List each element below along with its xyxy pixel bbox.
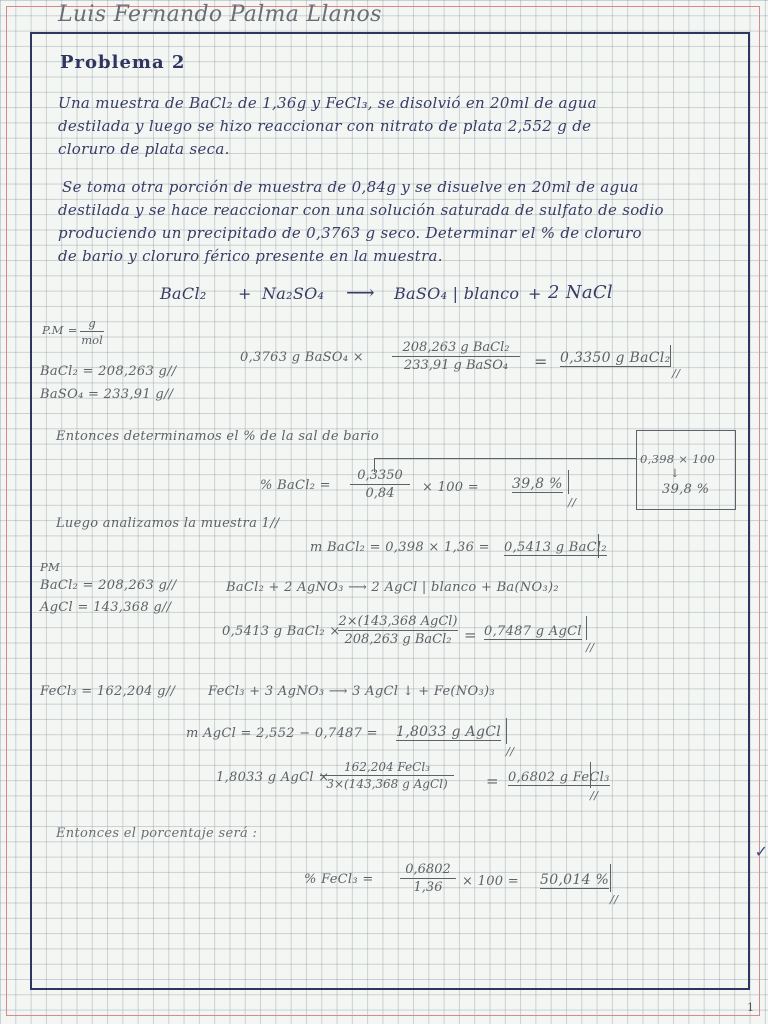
calc7-fraction-bar bbox=[400, 878, 456, 879]
reaction1-reactant2: Na₂SO₄ bbox=[262, 284, 325, 303]
calc1-result: 0,3350 g BaCl₂ bbox=[560, 350, 671, 366]
calc4-denominator: 208,263 g BaCl₂ bbox=[344, 632, 452, 647]
text-porcentaje: Entonces el porcentaje será : bbox=[56, 826, 258, 841]
author-name: Luis Fernando Palma Llanos bbox=[58, 2, 382, 27]
calc6-mark: // bbox=[590, 788, 599, 802]
calc4-result-bar bbox=[586, 616, 587, 640]
calc7-fraction bbox=[400, 862, 456, 895]
problem-title: Problema 2 bbox=[60, 52, 186, 73]
calc1-fraction-bar bbox=[392, 356, 520, 357]
pm-fraction-bar bbox=[80, 331, 104, 332]
calc6-result-bar bbox=[590, 762, 591, 788]
molar-mass-fecl3: FeCl₃ = 162,204 g// bbox=[40, 684, 176, 699]
calc4-equals: = bbox=[464, 626, 477, 644]
calc5-mark: // bbox=[506, 744, 515, 758]
calc1-mark: // bbox=[672, 366, 681, 380]
reaction2: BaCl₂ + 2 AgNO₃ ⟶ 2 AgCl | blanco + Ba(NO₃)₂ bbox=[226, 580, 559, 595]
paragraph2-line3: produciendo un precipitado de 0,3763 g seco. Determinar el % de cloruro bbox=[58, 224, 642, 242]
calc7-lead: % FeCl₃ = bbox=[304, 872, 374, 887]
calc2-mark: // bbox=[568, 495, 577, 509]
text-percent-bario: Entonces determinamos el % de la sal de bario bbox=[56, 429, 380, 444]
calc2-result: 39,8 % bbox=[512, 476, 563, 492]
paragraph2-line4: de bario y cloruro férico presente en la muestra. bbox=[58, 247, 443, 265]
calc3-result: 0,5413 g BaCl₂ bbox=[504, 540, 607, 555]
molar-mass-agcl: AgCl = 143,368 g// bbox=[40, 600, 172, 615]
calc1-lead: 0,3763 g BaSO₄ × bbox=[240, 350, 364, 365]
pm-label: P.M = bbox=[42, 323, 78, 337]
calc2-result-bar bbox=[568, 470, 569, 494]
reaction1-product2: 2 NaCl bbox=[548, 282, 613, 303]
paragraph1-line3: cloruro de plata seca. bbox=[58, 140, 230, 158]
calc6-denominator: 3×(143,368 g AgCl) bbox=[326, 777, 448, 791]
side-box-connector bbox=[374, 458, 636, 459]
calc1-denominator: 233,91 g BaSO₄ bbox=[403, 358, 509, 373]
calc4-numerator: 2×(143,368 AgCl) bbox=[338, 614, 458, 629]
molar-mass-bacl2-2: BaCl₂ = 208,263 g// bbox=[40, 578, 177, 593]
calc3-result-bar bbox=[598, 534, 599, 558]
reaction3: FeCl₃ + 3 AgNO₃ ⟶ 3 AgCl ↓ + Fe(NO₃)₃ bbox=[208, 684, 495, 699]
page-number: 1 bbox=[747, 1001, 754, 1014]
calc1-equals: = bbox=[534, 352, 548, 371]
calc4-mark: // bbox=[586, 640, 595, 654]
calc7-result-bar bbox=[610, 864, 611, 892]
calc1-result-bar bbox=[670, 345, 671, 367]
calc7-times: × 100 = bbox=[462, 874, 519, 889]
calc7-mark: // bbox=[610, 892, 619, 906]
calc2-denominator: 0,84 bbox=[365, 486, 395, 501]
calc2-numerator: 0,3350 bbox=[357, 468, 403, 483]
pm2-label: PM bbox=[40, 560, 61, 574]
paragraph2-line2: destilada y se hace reaccionar con una solución saturada de sulfato de sodio bbox=[58, 201, 664, 219]
molar-mass-bacl2: BaCl₂ = 208,263 g// bbox=[40, 364, 177, 379]
side-box-bottom: 39,8 % bbox=[662, 482, 710, 497]
calc1-fraction bbox=[392, 340, 520, 373]
page-blue-frame bbox=[30, 32, 750, 990]
reaction1-product1: BaSO₄ | blanco bbox=[394, 284, 520, 303]
pm-fraction bbox=[80, 316, 104, 347]
calc6-fraction bbox=[320, 760, 454, 791]
reaction1-plus2: + bbox=[528, 284, 542, 303]
calc4-lead: 0,5413 g BaCl₂ × bbox=[222, 624, 341, 639]
calc6-lead: 1,8033 g AgCl × bbox=[216, 770, 330, 785]
margin-check-mark: ✓ bbox=[754, 842, 768, 861]
side-box-arrow: ↓ bbox=[670, 466, 680, 480]
calc6-fraction-bar bbox=[320, 775, 454, 776]
calc7-denominator: 1,36 bbox=[413, 880, 443, 895]
reaction1-plus1: + bbox=[238, 284, 252, 303]
calc5-result-bar bbox=[506, 718, 507, 744]
text-analizamos-muestra: Luego analizamos la muestra 1// bbox=[56, 516, 280, 531]
paragraph1-line2: destilada y luego se hizo reaccionar con nitrato de plata 2,552 g de bbox=[58, 117, 592, 135]
reaction1-reactant1: BaCl₂ bbox=[160, 284, 207, 303]
calc6-numerator: 162,204 FeCl₃ bbox=[343, 760, 431, 774]
calc2-fraction-bar bbox=[350, 484, 410, 485]
calc6-result: 0,6802 g FeCl₃ bbox=[508, 770, 610, 785]
side-box-top: 0,398 × 100 bbox=[640, 452, 716, 466]
calc5-lead: m AgCl = 2,552 − 0,7487 = bbox=[186, 726, 378, 741]
calc2-lead: % BaCl₂ = bbox=[260, 478, 331, 493]
calc2-times: × 100 = bbox=[422, 480, 479, 495]
calc4-result: 0,7487 g AgCl bbox=[484, 624, 582, 639]
paragraph1-line1: Una muestra de BaCl₂ de 1,36g y FeCl₃, se disolvió en 20ml de agua bbox=[58, 94, 597, 112]
calc7-numerator: 0,6802 bbox=[405, 862, 451, 877]
paragraph2-line1: Se toma otra porción de muestra de 0,84g y se disuelve en 20ml de agua bbox=[62, 178, 639, 196]
molar-mass-baso4: BaSO₄ = 233,91 g// bbox=[40, 387, 174, 402]
calc4-fraction bbox=[338, 614, 458, 647]
pm-numerator: g bbox=[88, 316, 96, 330]
pm-denominator: mol bbox=[81, 333, 103, 347]
side-calc-box bbox=[636, 430, 736, 510]
calc5-result: 1,8033 g AgCl bbox=[396, 724, 502, 740]
calc2-fraction bbox=[350, 468, 410, 501]
reaction1-arrow: ⟶ bbox=[346, 280, 375, 304]
calc7-result: 50,014 % bbox=[540, 872, 610, 888]
calc1-numerator: 208,263 g BaCl₂ bbox=[402, 340, 510, 355]
calc4-fraction-bar bbox=[338, 630, 458, 631]
calc6-equals: = bbox=[486, 772, 499, 790]
calc3-lead: m BaCl₂ = 0,398 × 1,36 = bbox=[310, 540, 490, 555]
